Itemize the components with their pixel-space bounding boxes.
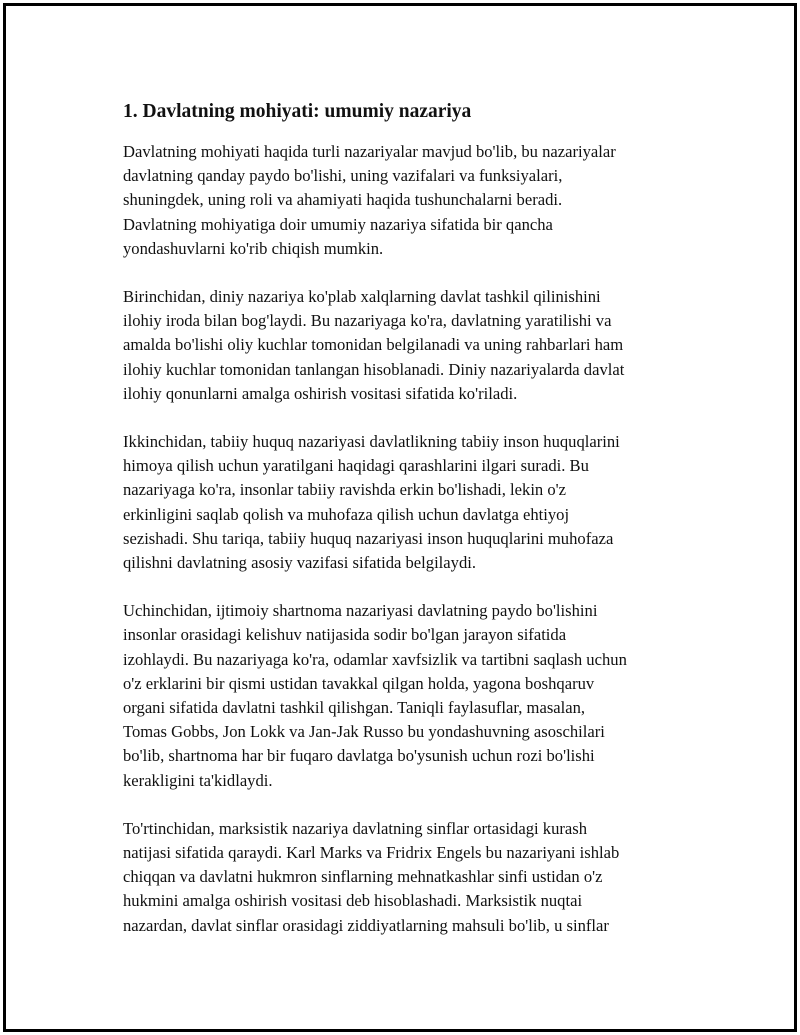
section-title: 1. Davlatning mohiyati: umumiy nazariya bbox=[123, 101, 472, 122]
paragraph-religious-theory: Birinchidan, diniy nazariya ko'plab xalqlarning davlat tashkil qilinishini ilohiy iroda bilan bog'laydi. Bu nazariyaga ko'ra, davlatning yaratilishi va amalda bo'lishi oliy kuchlar tomonidan belgilanadi va uning rahbarlari ham ilohiy kuchlar tomonidan tanlangan hisoblanadi. Diniy nazariyalarda davlat ilohiy qonunlarni amalga oshirish vositasi sifatida ko'riladi. bbox=[123, 287, 625, 403]
paragraph-natural-law-theory: Ikkinchidan, tabiiy huquq nazariyasi davlatlikning tabiiy inson huquqlarini himoya qilish uchun yaratilgani haqidagi qarashlarini ilgari suradi. Bu nazariyaga ko'ra, insonlar tabiiy ravishda erkin bo'lishadi, lekin o'z erkinligini saqlab qolish va muhofaza qilish uchun davlatga ehtiyoj sezishadi. Shu tariqa, tabiiy huquq nazariyasi inson huquqlarini muhofaza qilishni davlatning asosiy vazifasi sifatida belgilaydi. bbox=[123, 432, 620, 573]
page-frame bbox=[3, 3, 797, 1032]
paragraph-marxist-theory: To'rtinchidan, marksistik nazariya davlatning sinflar ortasidagi kurash natijasi sifatida qaraydi. Karl Marks va Fridrix Engels bu nazariyani ishlab chiqqan va davlatni hukmron sinflarning mehnatkashlar sinfi ustidan o'z hukmini amalga oshirish vositasi deb hisoblashadi. Marksistik nuqtai nazardan, davlat sinflar orasidagi ziddiyatlarning mahsuli bo'lib, u sinflar bbox=[123, 818, 620, 935]
paragraph-social-contract-theory: Uchinchidan, ijtimoiy shartnoma nazariyasi davlatning paydo bo'lishini insonlar orasidagi kelishuv natijasida sodir bo'lgan jarayon sifatida izohlaydi. Bu nazariyaga ko'ra, odamlar xavfsizlik va tartibni saqlash uchun o'z erklarini bir qismi ustidan tavakkal qilgan holda, yagona boshqaruv organi sifatida davlatni tashkil qilishgan. Taniqli faylasuflar, masalan, Tomas Gobbs, Jon Lokk va Jan-Jak Russo bu yondashuvning asoschilari bo'lib, shartnoma har bir fuqaro davlatga bo'ysunish uchun rozi bo'lishi kerakligini ta'kidlaydi. bbox=[123, 601, 627, 790]
document-body bbox=[123, 98, 683, 962]
paragraph-intro: Davlatning mohiyati haqida turli nazariyalar mavjud bo'lib, bu nazariyalar davlatning qanday paydo bo'lishi, uning vazifalari va funksiyalari, shuningdek, uning roli va ahamiyati haqida tushunchalarni beradi. Davlatning mohiyatiga doir umumiy nazariya sifatida bir qancha yondashuvlarni ko'rib chiqish mumkin. bbox=[123, 142, 616, 258]
